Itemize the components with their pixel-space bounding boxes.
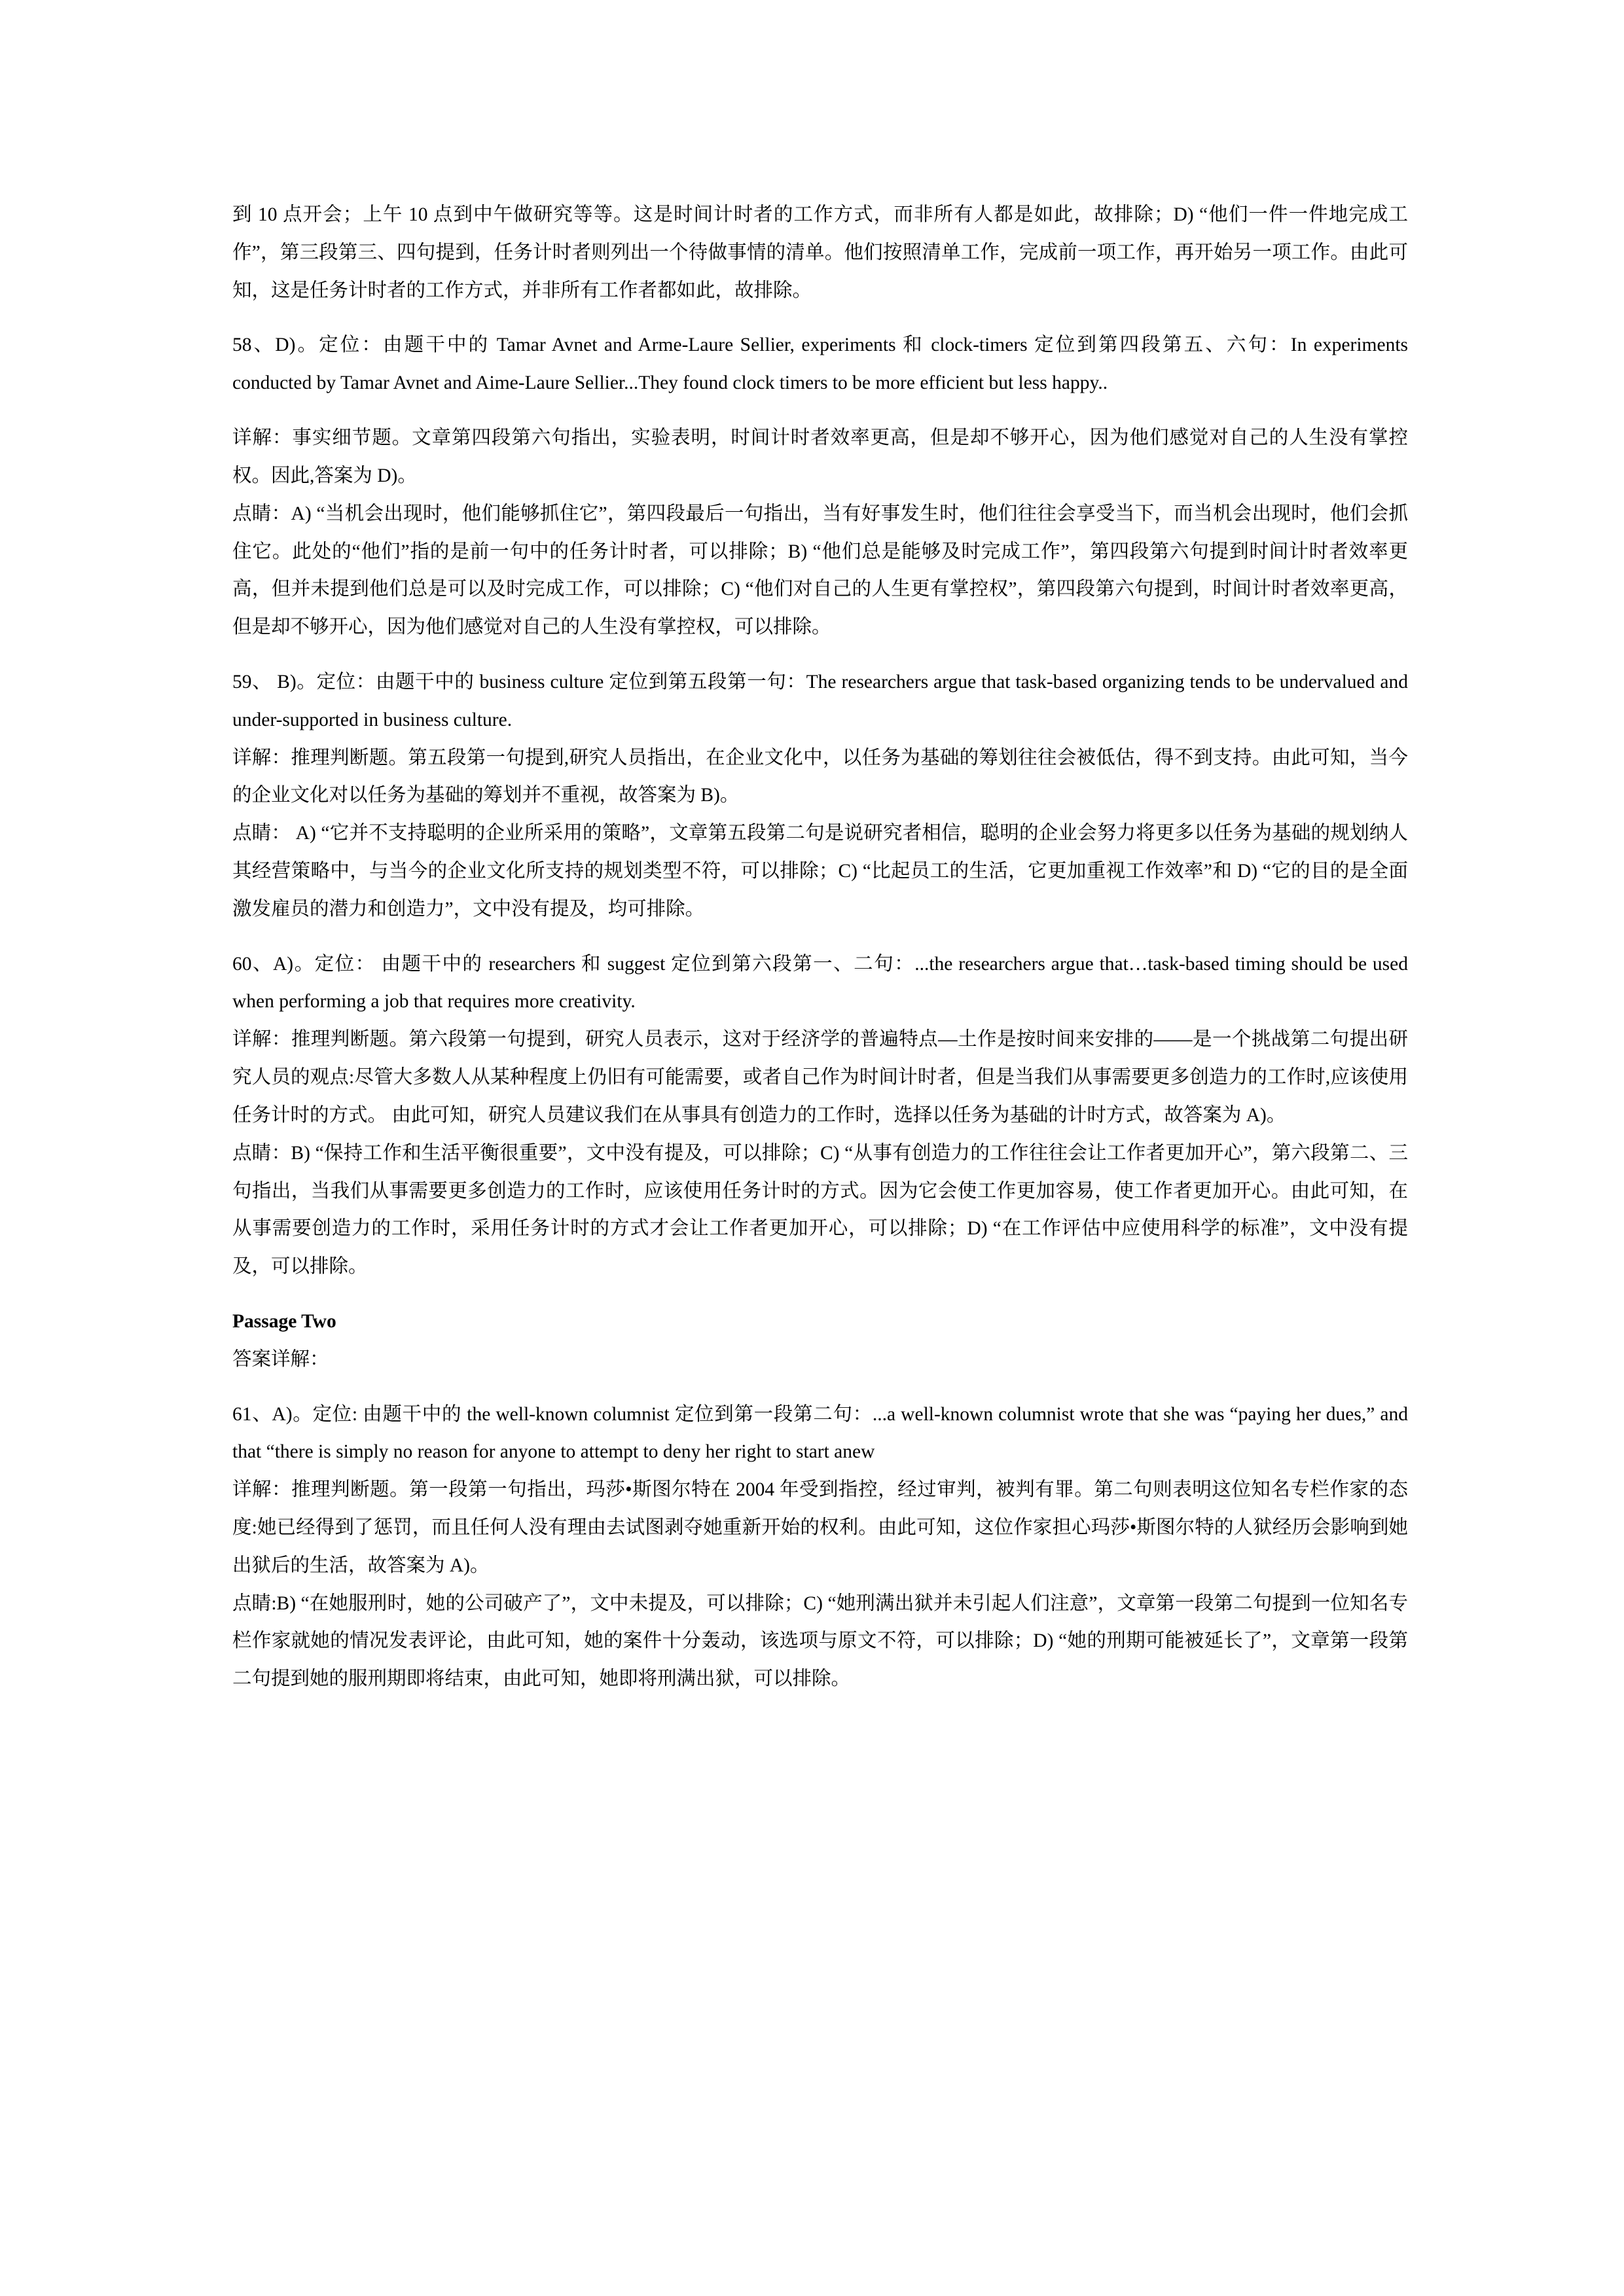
paragraph-continuation: 到 10 点开会；上午 10 点到中午做研究等等。这是时间计时者的工作方式，而非所有人都是如此，故排除；D) “他们一件一件地完成工作”，第三段第三、四句提到，任务计时者则列出一个待做事情的清单。他们按照清单工作，完成前一项工作，再开始另一项工作。由此可知，这是任务计时者的工作方式，并非所有工作者都如此，故排除。	[232, 204, 1408, 301]
paragraph-answer-60: 60、A)。定位： 由题干中的 researchers 和 suggest 定位到第六段第一、二句：...the researchers argue that…task-based timing should be used when performing a job that requires more creativity.	[232, 953, 1408, 1013]
paragraph-tips-58: 点睛：A) “当机会出现时，他们能够抓住它”，第四段最后一句指出，当有好事发生时，他们往往会享受当下，而当机会出现时，他们会抓住它。此处的“他们”指的是前一句中的任务计时者，可以排除；B) “他们总是能够及时完成工作”，第四段第六句提到时间计时者效率更高，但并未提到他们总是可以及时完成工作，可以排除；C) “他们对自己的人生更有掌控权”，第四段第六句提到，时间计时者效率更高，但是却不够开心，因为他们感觉对自己的人生没有掌控权，可以排除。	[232, 503, 1408, 638]
paragraph-answer-58: 58、D)。定位：由题干中的 Tamar Avnet and Arme-Laure Sellier, experiments 和 clock-timers 定位到第四段第五、六句：In experiments conducted by Tamar Avnet and Aime-Laure Sellier...They found clock timers to be more efficient but less happy..	[232, 334, 1408, 394]
subheading-answer-details: 答案详解：	[232, 1348, 329, 1370]
paragraph-explanation-59: 详解：推理判断题。第五段第一句提到,研究人员指出，在企业文化中，以任务为基础的筹划往往会被低估，得不到支持。由此可知，当今的企业文化对以任务为基础的筹划并不重视，故答案为 B)。	[232, 747, 1408, 806]
paragraph-answer-59: 59、 B)。定位：由题干中的 business culture 定位到第五段第一句：The researchers argue that task-based organizing tends to be undervalued and under-supported in business culture.	[232, 671, 1408, 730]
paragraph-explanation-61: 详解：推理判断题。第一段第一句指出，玛莎•斯图尔特在 2004 年受到指控，经过审判，被判有罪。第二句则表明这位知名专栏作家的态度:她已经得到了惩罚，而且任何人没有理由去试图剥夺她重新开始的权利。由此可知，这位作家担心玛莎•斯图尔特的人狱经历会影响到她出狱后的生活，故答案为 A)。	[232, 1479, 1408, 1576]
paragraph-answer-61: 61、A)。定位: 由题干中的 the well-known columnist 定位到第一段第二句：...a well-known columnist wrote that she was “paying her dues,” and that “there is simply no reason for anyone to attempt to deny her right to start anew	[232, 1403, 1408, 1463]
heading-passage-two: Passage Two	[232, 1310, 336, 1332]
paragraph-explanation-60: 详解：推理判断题。第六段第一句提到，研究人员表示，这对于经济学的普遍特点—土作是按时间来安排的——是一个挑战第二句提出研究人员的观点:尽管大多数人从某种程度上仍旧有可能需要，或者自己作为时间计时者，但是当我们从事需要更多创造力的工作时,应该使用任务计时的方式。 由此可知，研究人员建议我们在从事具有创造力的工作时，选择以任务为基础的计时方式，故答案为 A)。	[232, 1029, 1408, 1126]
paragraph-tips-61: 点睛:B) “在她服刑时，她的公司破产了”，文中未提及，可以排除；C) “她刑满出狱并未引起人们注意”，文章第一段第二句提到一位知名专栏作家就她的情况发表评论，由此可知，她的案件十分轰动，该选项与原文不符，可以排除；D) “她的刑期可能被延长了”，文章第一段第二句提到她的服刑期即将结束，由此可知，她即将刑满出狱，可以排除。	[232, 1592, 1408, 1690]
document-body	[232, 196, 1408, 1698]
paragraph-tips-59: 点睛： A) “它并不支持聪明的企业所采用的策略”，文章第五段第二句是说研究者相信，聪明的企业会努力将更多以任务为基础的规划纳人其经营策略中，与当今的企业文化所支持的规划类型不符，可以排除；C) “比起员工的生活，它更加重视工作效率”和 D) “它的目的是全面激发雇员的潜力和创造力”，文中没有提及，均可排除。	[232, 823, 1408, 920]
paragraph-explanation-58: 详解：事实细节题。文章第四段第六句指出，实验表明，时间计时者效率更高，但是却不够开心，因为他们感觉对自己的人生没有掌控权。因此,答案为 D)。	[232, 427, 1408, 486]
paragraph-tips-60: 点睛：B) “保持工作和生活平衡很重要”，文中没有提及，可以排除；C) “从事有创造力的工作往往会让工作者更加开心”，第六段第二、三句指出，当我们从事需要更多创造力的工作时，应该使用任务计时的方式。因为它会使工作更加容易，使工作者更加开心。由此可知，在从事需要创造力的工作时，采用任务计时的方式才会让工作者更加开心，可以排除；D) “在工作评估中应使用科学的标准”，文中没有提及，可以排除。	[232, 1142, 1408, 1278]
